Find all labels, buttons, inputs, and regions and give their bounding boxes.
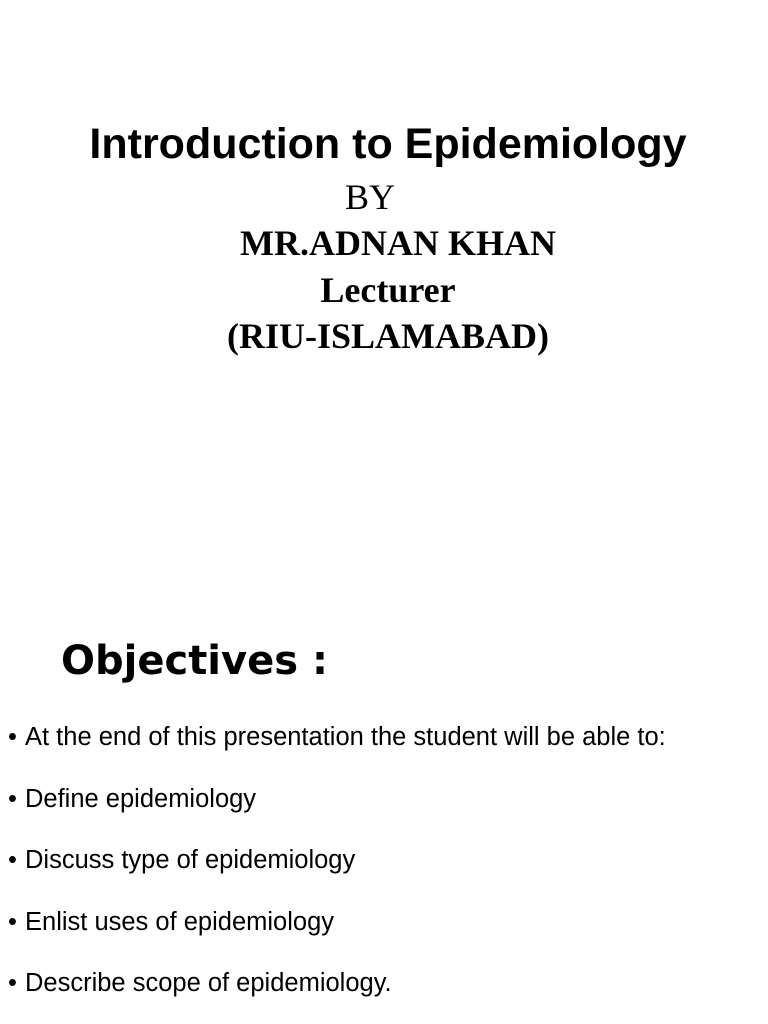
list-item-text: Describe scope of epidemiology. [25,969,392,997]
slide-title: Introduction to Epidemiology [89,120,687,168]
objectives-heading: Objectives : [61,638,328,684]
bullet-icon: • [8,908,17,936]
list-item-text: Enlist uses of epidemiology [25,908,335,936]
list-item [8,906,334,938]
bullet-icon: • [8,846,17,874]
list-item [8,783,256,815]
list-item-text: At the end of this presentation the student will be able to: [25,723,666,751]
author-name: MR.ADNAN KHAN [240,223,556,263]
list-item-text: Define epidemiology [25,785,257,813]
list-item [8,844,355,876]
bullet-icon: • [8,785,17,813]
by-label: BY [344,177,395,217]
bullet-icon: • [8,969,17,997]
list-item-text: Discuss type of epidemiology [25,846,356,874]
bullet-icon: • [8,723,17,751]
author-role: Lecturer [320,270,456,310]
list-item [8,967,392,999]
author-institution: (RIU-ISLAMABAD) [227,316,549,356]
list-item [8,721,666,753]
